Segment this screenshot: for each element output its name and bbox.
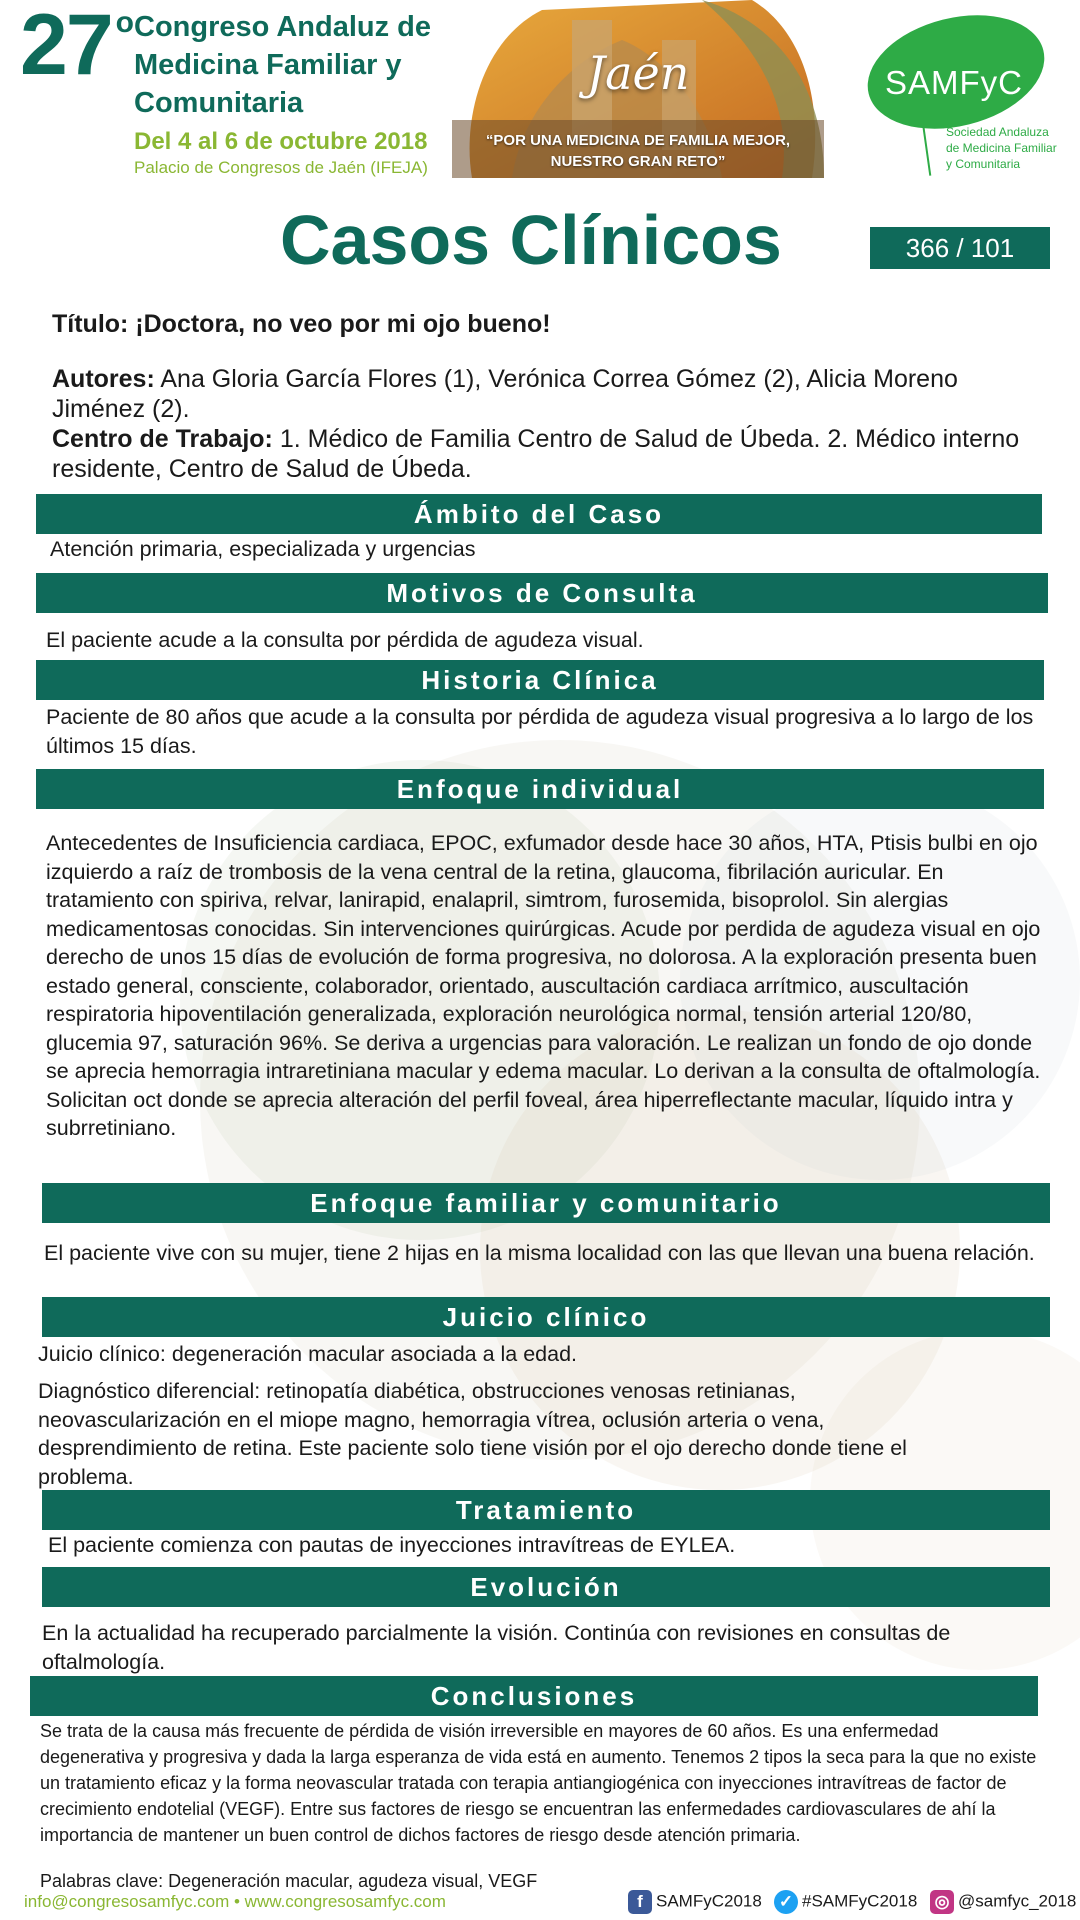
congress-venue: Palacio de Congresos de Jaén (IFEJA) [134, 158, 428, 177]
section-heading-evolucion: Evolución [42, 1567, 1050, 1607]
section-text-motivos: El paciente acude a la consulta por pérdida de agudeza visual. [46, 628, 644, 652]
instagram-icon: ◎ [930, 1890, 954, 1914]
twitter-icon: ✓ [774, 1890, 798, 1914]
samfyc-logo [862, 14, 1062, 174]
case-id-badge: 366 / 101 [870, 227, 1050, 269]
section-heading-conclusiones: Conclusiones [30, 1676, 1038, 1716]
section-text-juicio-differential: Diagnóstico diferencial: retinopatía diabética, obstrucciones venosas retinianas, neovascularización en el miope magno, hemorragia vítrea, oclusión arteria o vena, desprendimiento de retina. Este paciente solo tiene visión por el ojo derecho donde tiene el problema. [38, 1379, 907, 1489]
facebook-icon: f [628, 1890, 652, 1914]
section-heading-enfoque-familiar: Enfoque familiar y comunitario [42, 1183, 1050, 1223]
section-text-tratamiento: El paciente comienza con pautas de inyecciones intravítreas de EYLEA. [48, 1533, 736, 1557]
logo-subtitle: Sociedad Andaluza de Medicina Familiar y Comunitaria [946, 125, 1057, 171]
footer-facebook[interactable]: f SAMFyC2018 [628, 1890, 762, 1914]
section-text-historia: Paciente de 80 años que acude a la consulta por pérdida de agudeza visual progresiva a lo largo de los últimos 15 días. [46, 705, 1034, 758]
keywords: Palabras clave: Degeneración macular, agudeza visual, VEGF [40, 1871, 538, 1891]
congress-name: Congreso Andaluz de Medicina Familiar y Comunitaria [134, 11, 431, 119]
footer-contact[interactable]: info@congresosamfyc.com • www.congresosamfyc.com [24, 1892, 446, 1911]
section-heading-tratamiento: Tratamiento [42, 1490, 1050, 1530]
footer-instagram[interactable]: ◎ @samfyc_2018 [930, 1890, 1076, 1914]
case-title: Título: ¡Doctora, no veo por mi ojo bueno! [52, 310, 551, 338]
footer-twitter[interactable]: ✓ #SAMFyC2018 [774, 1890, 917, 1914]
section-text-conclusiones: Se trata de la causa más frecuente de pérdida de visión irreversible en mayores de 60 años. Es una enfermedad degenerativa y progresiva y dada la larga esperanza de vida está en aumento. Tenemos 2 tipos la seca para la que no existe un tratamiento eficaz y la forma neovascular tratada con terapia antiangiogénica con inyecciones intravítreas de factor de crecimiento endotelial (VEGF). Entre sus factores de riesgo se encuentran las enfermedades cardiovasculares de ahí la importancia de mantener un buen control de dichos factores de riesgo desde atención primaria. [40, 1721, 1037, 1845]
section-text-evolucion: En la actualidad ha recuperado parcialmente la visión. Continúa con revisiones en consultas de oftalmología. [42, 1621, 951, 1674]
section-text-enfoque-familiar: El paciente vive con su mujer, tiene 2 hijas en la misma localidad con las que llevan una buena relación. [44, 1241, 1035, 1265]
section-heading-juicio: Juicio clínico [42, 1297, 1050, 1337]
section-heading-motivos: Motivos de Consulta [36, 573, 1048, 613]
banner-motto: “POR UNA MEDICINA DE FAMILIA MEJOR, NUESTRO GRAN RETO” [485, 132, 791, 170]
city-banner [452, 0, 824, 178]
section-text-enfoque-individual: Antecedentes de Insuficiencia cardiaca, EPOC, exfumador desde hace 30 años, HTA, Ptisis bulbi en ojo izquierdo a raíz de trombosis de la vena central de la retina, glaucoma, fibrilación auricular. En tratamiento con spiriva, relvar, lanirapid, enalapril, simtrom, furosemida, bisoprolol. Sin alergias medicamentosas conocidas. Sin intervenciones quirúrgicas. Acude por perdida de agudeza visual en ojo derecho de unos 15 días de evolución de forma progresiva, no dolorosa. A la exploración presenta buen estado general, consciente, colaborador, orientado, auscultación cardiaca arrítmico, auscultación respiratoria hipoventilación generalizada, exploración neurológica normal, tensión arterial 120/80, glucemia 97, saturación 96%. Se deriva a urgencias para valoración. Le realizan un fondo de ojo donde se aprecia hemorragia intraretiniana macular y edema macular. Lo derivan a la consulta de oftalmología. Solicitan oct donde se aprecia alteración del perfil foveal, área hiperreflectante macular, líquido intra y subrretiniano. [46, 831, 1041, 1140]
work-center: Centro de Trabajo: 1. Médico de Familia Centro de Salud de Úbeda. 2. Médico interno residente, Centro de Salud de Úbeda. [52, 425, 1020, 483]
banner-city: Jaén [586, 46, 690, 100]
section-text-ambito: Atención primaria, especializada y urgencias [50, 537, 476, 561]
logo-text: SAMFyC [885, 64, 1023, 101]
document-title: Casos Clínicos [280, 201, 782, 279]
congress-dates: Del 4 al 6 de octubre 2018 [134, 128, 428, 155]
authors: Autores: Ana Gloria García Flores (1), Verónica Correa Gómez (2), Alicia Moreno Jiménez (2). [52, 365, 958, 423]
section-heading-ambito: Ámbito del Caso [36, 494, 1042, 534]
section-heading-enfoque-individual: Enfoque individual [36, 769, 1044, 809]
edition-number: 27 $^o$ [20, 0, 132, 93]
section-heading-historia: Historia Clínica [36, 660, 1044, 700]
section-text-juicio: Juicio clínico: degeneración macular asociada a la edad. [38, 1342, 578, 1366]
